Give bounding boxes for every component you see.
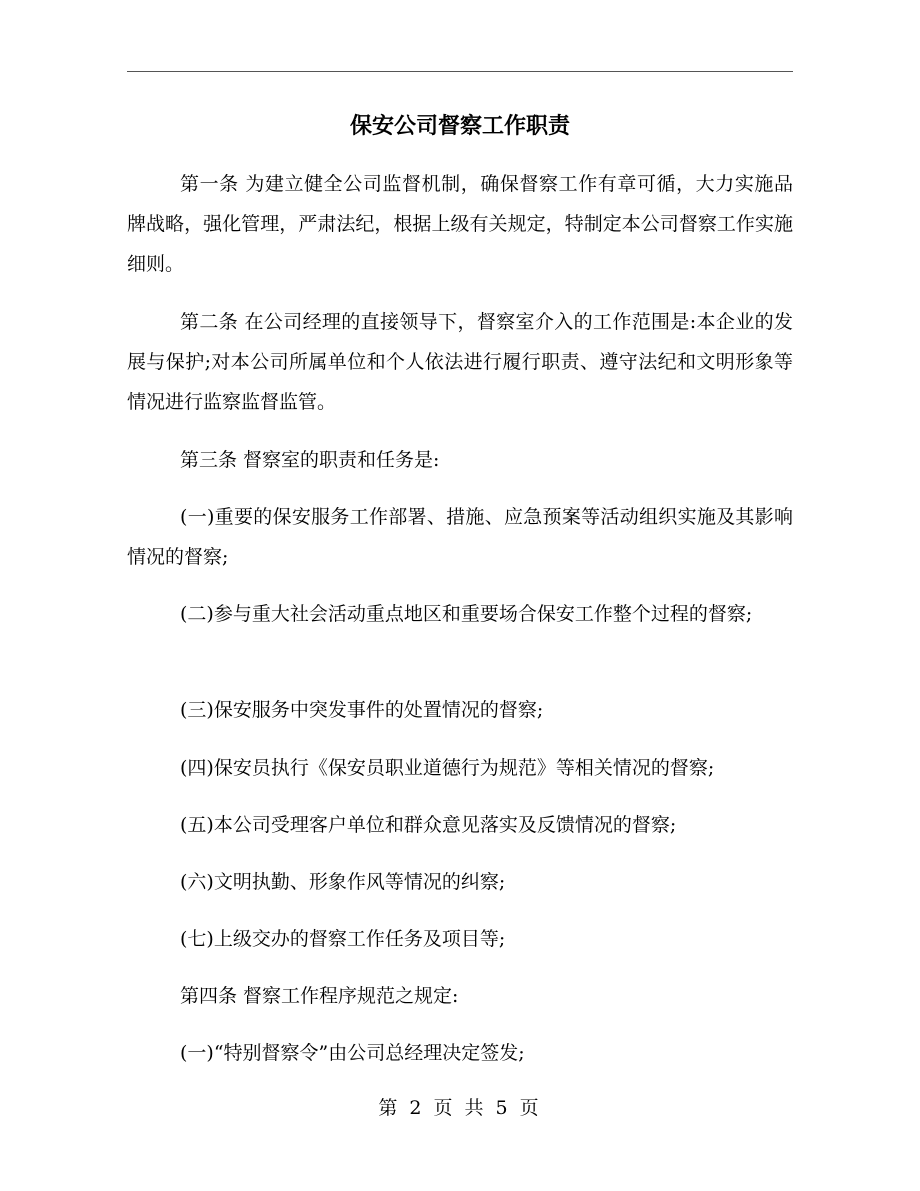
list-item-2: (二)参与重大社会活动重点地区和重要场合保安工作整个过程的督察; <box>180 603 753 625</box>
list-item-7: (七)上级交办的督察工作任务及项目等; <box>180 928 506 950</box>
list-item-8: (一)“特别督察令”由公司总经理决定签发; <box>180 1042 525 1064</box>
list-item-4: (四)保安员执行《保安员职业道德行为规范》等相关情况的督察; <box>180 757 715 779</box>
header-rule <box>127 71 793 72</box>
paragraph-article-3: 第三条 督察室的职责和任务是: <box>180 449 440 471</box>
paragraph-article-4: 第四条 督察工作程序规范之规定: <box>180 985 459 1007</box>
list-item-5: (五)本公司受理客户单位和群众意见落实及反馈情况的督察; <box>180 814 677 836</box>
list-item-1: (一)重要的保安服务工作部署、措施、应急预案等活动组织实施及其影响情况的督察; <box>127 506 793 568</box>
page-number: 第 2 页 共 5 页 <box>378 1097 542 1119</box>
paragraph-article-2: 第二条 在公司经理的直接领导下，督察室介入的工作范围是:本企业的发展与保护;对本公司所属单位和个人依法进行履行职责、遵守法纪和文明形象等情况进行监察监督监管。 <box>127 311 793 413</box>
document-title: 保安公司督察工作职责 <box>349 113 570 139</box>
paragraph-article-1: 第一条 为建立健全公司监督机制，确保督察工作有章可循，大力实施品牌战略，强化管理，严肃法纪，根据上级有关规定，特制定本公司督察工作实施细则。 <box>127 173 793 275</box>
list-item-3: (三)保安服务中突发事件的处置情况的督察; <box>180 699 544 721</box>
list-item-6: (六)文明执勤、形象作风等情况的纠察; <box>180 871 506 893</box>
